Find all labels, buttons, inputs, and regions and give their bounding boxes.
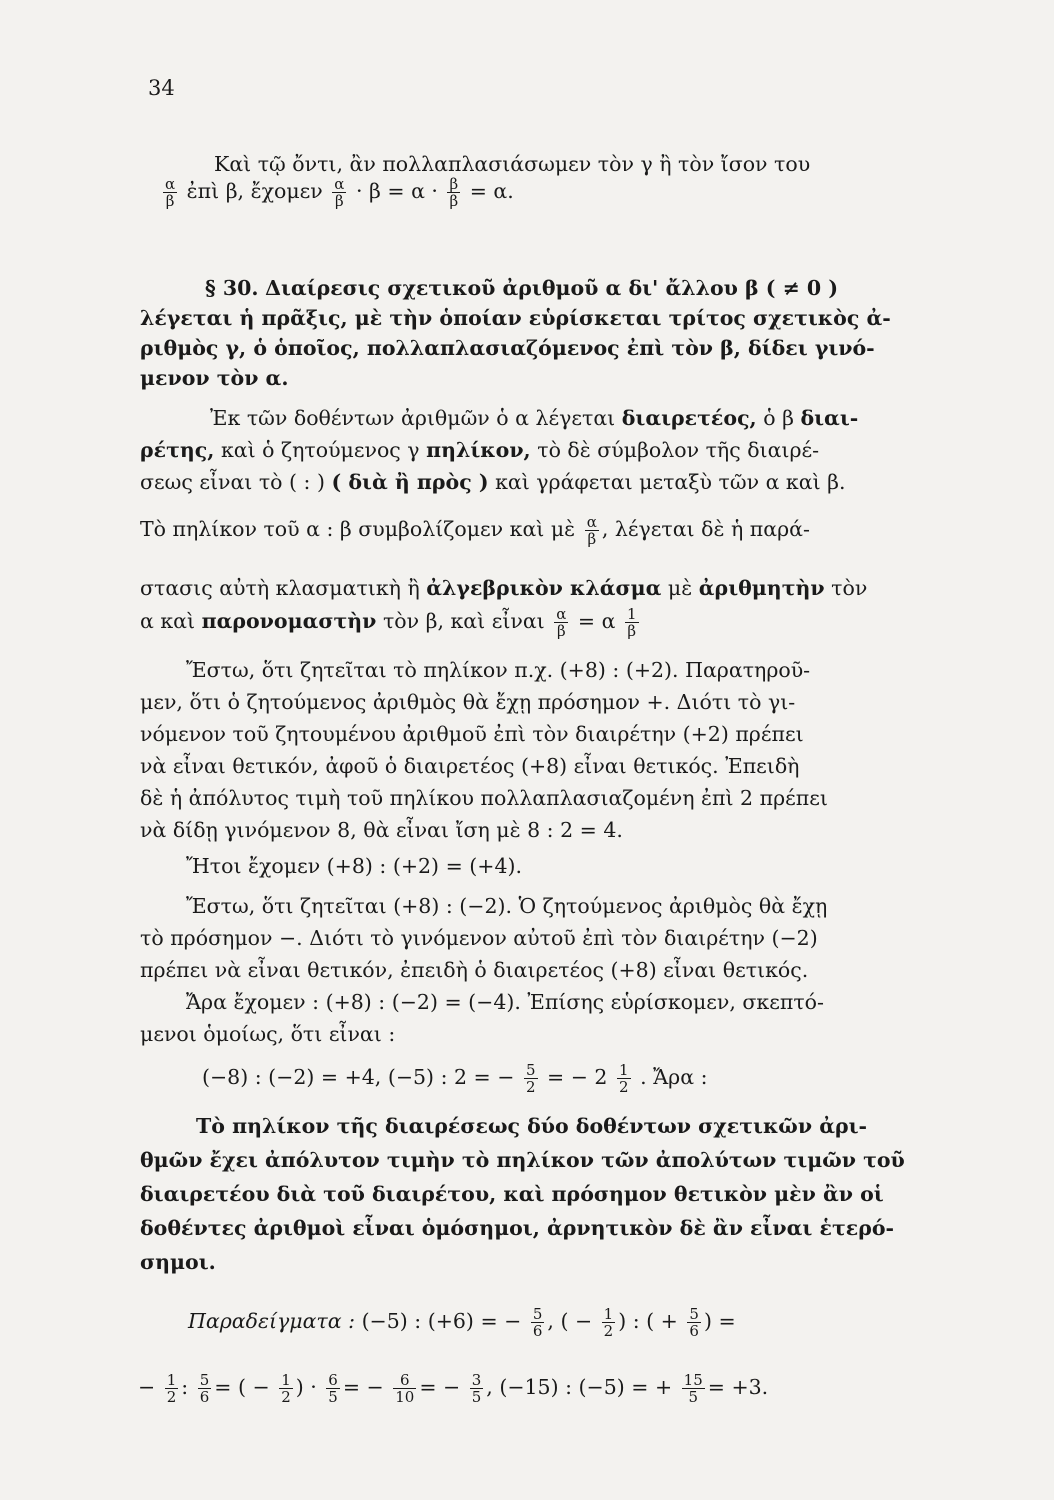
- example2-equation: (−8) : (−2) = +4, (−5) : 2 = − $\frac{5}{2}$ = − 2 $\frac{1}{2}$ . Ἄρα :: [202, 1061, 708, 1096]
- rule-line-2: θμῶν ἔχει ἀπόλυτον τιμὴν τὸ πηλίκον τῶν ἀπολύτων τιμῶν τοῦ: [140, 1148, 905, 1172]
- terms-line-4: Τὸ πηλίκον τοῦ α : β συμβολίζομεν καὶ μὲ $\frac{\alpha}{\beta}$ , λέγεται δὲ ἡ παρά-: [140, 513, 810, 548]
- examples-line-2: − $\frac{1}{2}$ : $\frac{5}{6}$ = ( − $\frac{1}{2}$ ) · $\frac{6}{5}$ = − $\frac{6}{10}$ = − $\frac{3}{5}$ , (−15) : (−5) = + $\frac{15}{5}$ = +3.: [138, 1371, 769, 1406]
- fraction: $\frac{\alpha}{\beta}$: [556, 605, 567, 640]
- fraction: $\frac{\alpha}{\beta}$: [165, 175, 176, 210]
- fraction: $\frac{15}{5}$: [683, 1371, 703, 1406]
- fraction: $\frac{1}{2}$: [603, 1305, 614, 1340]
- rule-line-4: δοθέντες ἀριθμοὶ εἶναι ὁμόσημοι, ἀρνητικὸν δὲ ἂν εἶναι ἑτερό-: [140, 1216, 895, 1240]
- example2-line-3: πρέπει νὰ εἶναι θετικόν, ἐπειδὴ ὁ διαιρετέος (+8) εἶναι θετικός.: [140, 958, 809, 982]
- fraction: $\frac{5}{2}$: [525, 1061, 536, 1096]
- example2-line-5: μενοι ὁμοίως, ὅτι εἶναι :: [140, 1022, 396, 1046]
- terms-line-5: στασις αὐτὴ κλασματικὴ ἢ ἀλγεβρικὸν κλάσμα μὲ ἀριθμητὴν τὸν: [140, 576, 868, 600]
- examples-line-1: Παραδείγματα : (−5) : (+6) = − $\frac{5}{6}$ , ( − $\frac{1}{2}$ ) : ( + $\frac{5}{6}$ ) =: [188, 1305, 736, 1340]
- example1-line-2: μεν, ὅτι ὁ ζητούμενος ἀριθμὸς θὰ ἔχῃ πρόσημον +. Διότι τὸ γι-: [140, 690, 796, 714]
- fraction: $\frac{5}{6}$: [689, 1305, 699, 1340]
- definition-heading: Διαίρεσις σχετικοῦ ἀριθμοῦ α δι' ἄλλου β ( ≠ 0 ): [265, 276, 839, 300]
- example2-line-4: Ἄρα ἔχομεν : (+8) : (−2) = (−4). Ἐπίσης εὑρίσκομεν, σκεπτό-: [186, 990, 824, 1014]
- definition-line-4: μενον τὸν α.: [140, 366, 289, 390]
- fraction: $\frac{1}{2}$: [281, 1371, 291, 1406]
- intro-line-1: Καὶ τῷ ὄντι, ἂν πολλαπλασιάσωμεν τὸν γ ἢ τὸν ἴσον του: [214, 152, 811, 176]
- fraction: $\frac{5}{6}$: [532, 1305, 543, 1340]
- example1-line-3: νόμενον τοῦ ζητουμένου ἀριθμοῦ ἐπὶ τὸν διαιρέτην (+2) πρέπει: [140, 722, 804, 746]
- fraction: $\frac{1}{2}$: [166, 1371, 177, 1406]
- example2-line-2: τὸ πρόσημον −. Διότι τὸ γινόμενον αὐτοῦ ἐπὶ τὸν διαιρέτην (−2): [140, 926, 818, 950]
- terms-line-6: α καὶ παρονομαστὴν τὸν β, καὶ εἶναι $\frac{\alpha}{\beta}$ = α $\frac{1}{\beta}$: [140, 605, 637, 640]
- rule-line-3: διαιρετέου διὰ τοῦ διαιρέτου, καὶ πρόσημον θετικὸν μὲν ἂν οἱ: [140, 1182, 884, 1206]
- fraction: $\frac{3}{5}$: [471, 1371, 482, 1406]
- section-number: § 30.: [205, 276, 259, 300]
- rule-line-5: σημοι.: [140, 1250, 216, 1274]
- example1-line-6: νὰ δίδῃ γινόμενον 8, θὰ εἶναι ἴση μὲ 8 : 2 = 4.: [140, 818, 623, 842]
- example1-line-7: Ἤτοι ἔχομεν (+8) : (+2) = (+4).: [186, 854, 522, 878]
- fraction: $\frac{6}{5}$: [328, 1371, 338, 1406]
- definition-line-1: [205, 274, 838, 302]
- rule-line-1: Τὸ πηλίκον τῆς διαιρέσεως δύο δοθέντων σχετικῶν ἀρι-: [196, 1114, 868, 1138]
- fraction: $\frac{1}{2}$: [619, 1061, 629, 1096]
- page-number: 34: [148, 76, 175, 100]
- terms-line-1: Ἐκ τῶν δοθέντων ἀριθμῶν ὁ α λέγεται διαιρετέος, ὁ β διαι-: [210, 406, 859, 430]
- definition-line-3: ριθμὸς γ, ὁ ὁποῖος, πολλαπλασιαζόμενος ἐπὶ τὸν β, δίδει γινό-: [140, 336, 875, 360]
- example1-line-4: νὰ εἶναι θετικόν, ἀφοῦ ὁ διαιρετέος (+8) εἶναι θετικός. Ἐπειδὴ: [140, 754, 800, 778]
- example2-line-1: Ἔστω, ὅτι ζητεῖται (+8) : (−2). Ὁ ζητούμενος ἀριθμὸς θὰ ἔχῃ: [186, 894, 828, 918]
- example1-line-5: δὲ ἡ ἀπόλυτος τιμὴ τοῦ πηλίκου πολλαπλασιαζομένη ἐπὶ 2 πρέπει: [140, 786, 828, 810]
- example1-line-1: Ἔστω, ὅτι ζητεῖται τὸ πηλίκον π.χ. (+8) : (+2). Παρατηροῦ-: [186, 658, 811, 682]
- definition-line-2: λέγεται ἡ πρᾶξις, μὲ τὴν ὁποίαν εὑρίσκεται τρίτος σχετικὸς ἀ-: [140, 306, 891, 330]
- fraction: $\frac{1}{\beta}$: [626, 605, 637, 640]
- fraction: $\frac{\alpha}{\beta}$: [586, 513, 597, 548]
- terms-line-3: σεως εἶναι τὸ ( : ) ( διὰ ἢ πρὸς ) καὶ γράφεται μεταξὺ τῶν α καὶ β.: [140, 470, 846, 494]
- fraction: $\frac{\alpha}{\beta}$: [334, 175, 345, 210]
- examples-label: Παραδείγματα :: [188, 1309, 356, 1333]
- intro-line-2: $\frac{\alpha}{\beta}$ ἐπὶ β, ἔχομεν $\frac{\alpha}{\beta}$ · β = α · $\frac{\beta}{\beta}$ = α.: [165, 175, 514, 210]
- fraction: $\frac{6}{10}$: [395, 1371, 415, 1406]
- fraction: $\frac{5}{6}$: [199, 1371, 210, 1406]
- terms-line-2: ρέτης, καὶ ὁ ζητούμενος γ πηλίκον, τὸ δὲ σύμβολον τῆς διαιρέ-: [140, 438, 820, 462]
- fraction: $\frac{\beta}{\beta}$: [449, 175, 459, 210]
